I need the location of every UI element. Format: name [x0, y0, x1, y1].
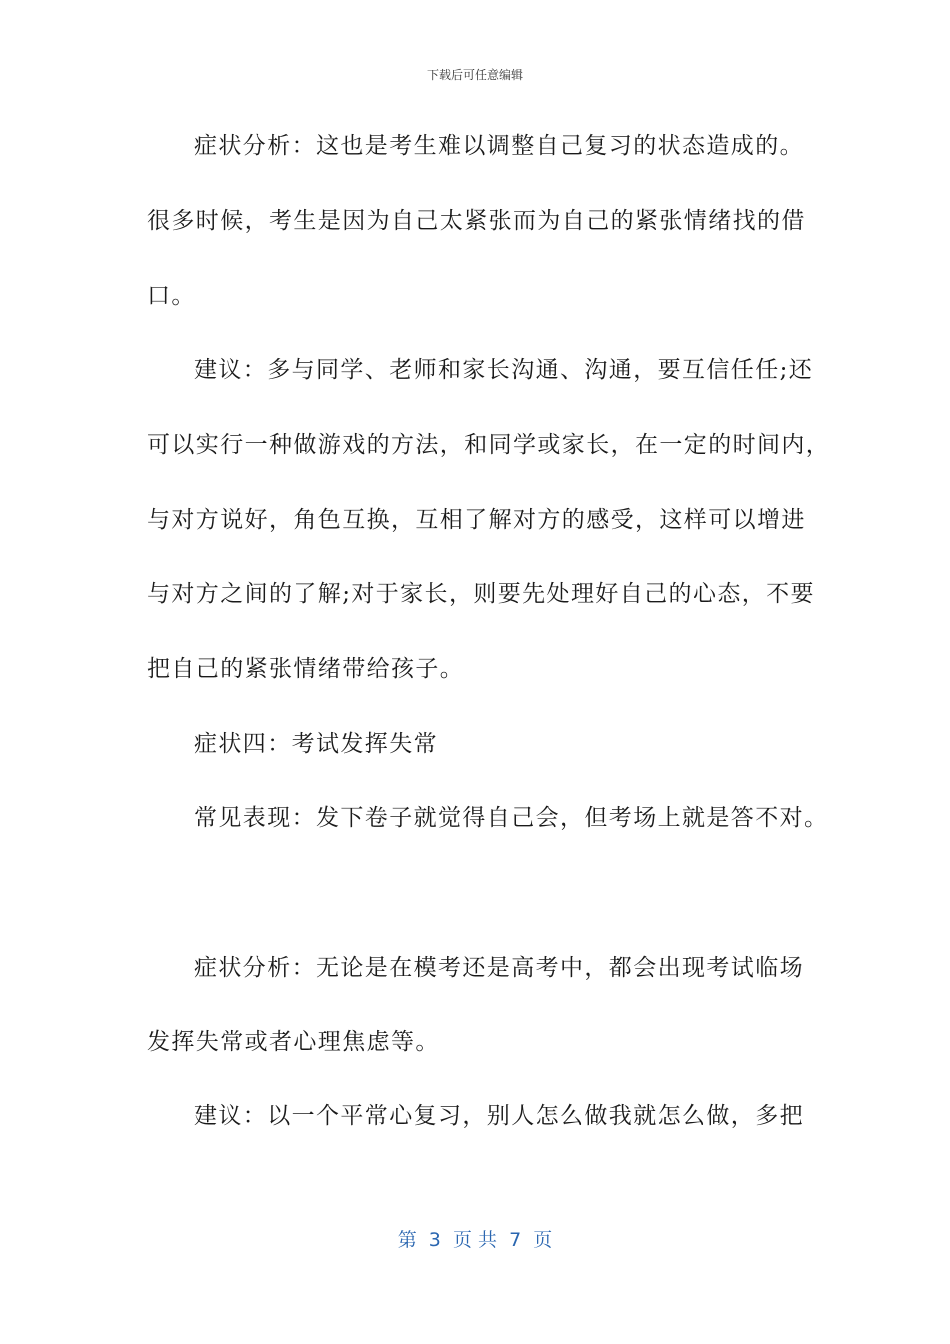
page-number-footer: 第 3 页 共 7 页	[397, 1229, 553, 1251]
paragraph-line: 把自己的紧张情绪带给孩子。	[147, 656, 465, 682]
paragraph-line: 很多时候，考生是因为自己太紧张而为自己的紧张情绪找的借	[147, 208, 806, 234]
paragraph-line: 建议：多与同学、老师和家长沟通、沟通，要互信任任;还	[194, 357, 814, 383]
paragraph-line: 与对方说好，角色互换，互相了解对方的感受，这样可以增进	[147, 507, 806, 533]
section-heading: 症状四：考试发挥失常	[194, 731, 438, 757]
paragraph-line: 常见表现：发下卷子就觉得自己会，但考场上就是答不对。	[194, 805, 829, 831]
paragraph-line: 发挥失常或者心理焦虑等。	[147, 1029, 440, 1055]
paragraph-line: 症状分析：无论是在模考还是高考中，都会出现考试临场	[194, 955, 804, 981]
paragraph-line: 症状分析：这也是考生难以调整自己复习的状态造成的。	[194, 133, 804, 159]
paragraph-line: 与对方之间的了解;对于家长，则要先处理好自己的心态，不要	[147, 581, 815, 607]
paragraph-line: 可以实行一种做游戏的方法，和同学或家长，在一定的时间内，	[147, 432, 831, 458]
paragraph-line: 口。	[147, 283, 196, 309]
page-header-note: 下载后可任意编辑	[426, 68, 523, 82]
paragraph-line: 建议：以一个平常心复习，别人怎么做我就怎么做，多把	[194, 1103, 804, 1129]
